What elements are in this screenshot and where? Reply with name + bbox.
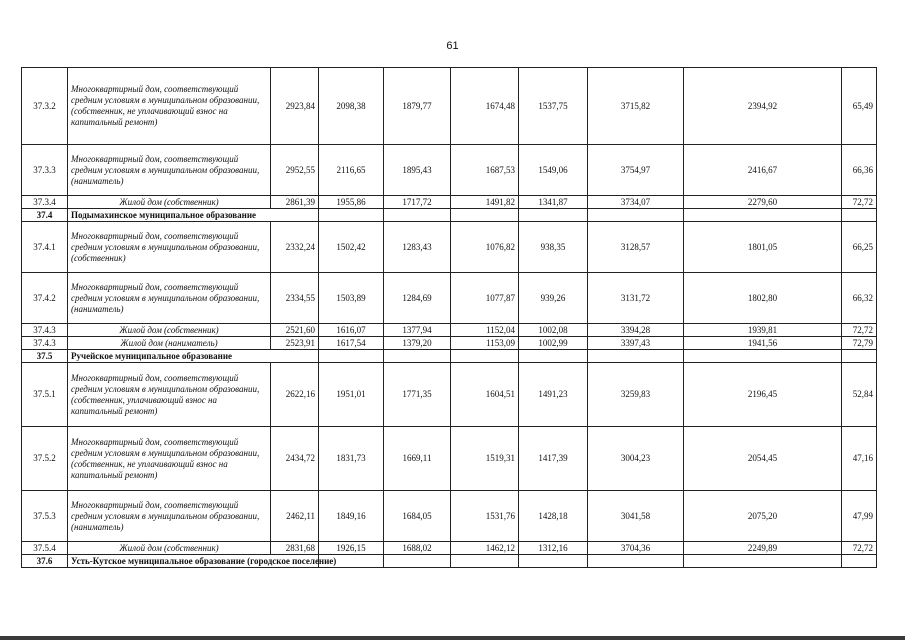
value-cell: 1417,39 (519, 427, 588, 491)
table-row (22, 145, 877, 196)
row-code: 37.3.4 (22, 196, 68, 209)
value-cell: 2952,55 (271, 145, 319, 196)
empty-cell (319, 350, 384, 363)
empty-cell (684, 555, 842, 568)
value-cell: 3259,83 (588, 363, 684, 427)
value-cell: 1687,53 (451, 145, 519, 196)
value-cell: 2098,38 (319, 68, 384, 145)
value-cell: 72,72 (842, 196, 877, 209)
section-row (22, 350, 877, 363)
value-cell: 3131,72 (588, 273, 684, 324)
value-cell: 938,35 (519, 222, 588, 273)
table-row (22, 427, 877, 491)
value-cell: 3754,97 (588, 145, 684, 196)
value-cell: 1717,72 (384, 196, 451, 209)
value-cell: 1153,09 (451, 337, 519, 350)
row-code: 37.4.1 (22, 222, 68, 273)
value-cell: 1379,20 (384, 337, 451, 350)
value-cell: 2054,45 (684, 427, 842, 491)
section-row (22, 555, 877, 568)
section-title: Ручейское муниципальное образование (68, 350, 319, 363)
empty-cell (588, 555, 684, 568)
page-number: 61 (446, 40, 459, 52)
table-row (22, 68, 877, 145)
value-cell: 1926,15 (319, 542, 384, 555)
value-cell: 2116,65 (319, 145, 384, 196)
value-cell: 1312,16 (519, 542, 588, 555)
value-cell: 1688,02 (384, 542, 451, 555)
value-cell: 2831,68 (271, 542, 319, 555)
value-cell: 2521,60 (271, 324, 319, 337)
value-cell: 66,25 (842, 222, 877, 273)
empty-cell (451, 555, 519, 568)
value-cell: 72,72 (842, 542, 877, 555)
section-code: 37.5 (22, 350, 68, 363)
value-cell: 2861,39 (271, 196, 319, 209)
value-cell: 1002,08 (519, 324, 588, 337)
value-cell: 1152,04 (451, 324, 519, 337)
section-row (22, 209, 877, 222)
value-cell: 1076,82 (451, 222, 519, 273)
row-description: Жилой дом (собственник) (68, 196, 271, 209)
value-cell: 1604,51 (451, 363, 519, 427)
empty-cell (519, 209, 588, 222)
row-code: 37.5.4 (22, 542, 68, 555)
empty-cell (519, 350, 588, 363)
empty-cell (842, 209, 877, 222)
section-title: Подымахинское муниципальное образование (68, 209, 319, 222)
value-cell: 3734,07 (588, 196, 684, 209)
value-cell: 2416,67 (684, 145, 842, 196)
value-cell: 1428,18 (519, 491, 588, 542)
table-row (22, 337, 877, 350)
row-description: Многоквартирный дом, соответствующий средним условиям в муниципальном образовании, (собственник, не уплачивающий взнос на капитальный ремонт) (68, 68, 271, 145)
value-cell: 1669,11 (384, 427, 451, 491)
value-cell: 3715,82 (588, 68, 684, 145)
table-row (22, 222, 877, 273)
row-code: 37.5.2 (22, 427, 68, 491)
row-description: Многоквартирный дом, соответствующий средним условиям в муниципальном образовании, (наниматель) (68, 491, 271, 542)
value-cell: 52,84 (842, 363, 877, 427)
empty-cell (684, 350, 842, 363)
row-code: 37.4.3 (22, 324, 68, 337)
table-body (22, 68, 877, 568)
row-description: Многоквартирный дом, соответствующий средним условиям в муниципальном образовании, (собственник) (68, 222, 271, 273)
value-cell: 1537,75 (519, 68, 588, 145)
value-cell: 3128,57 (588, 222, 684, 273)
value-cell: 2334,55 (271, 273, 319, 324)
table-row (22, 363, 877, 427)
value-cell: 72,72 (842, 324, 877, 337)
value-cell: 2923,84 (271, 68, 319, 145)
value-cell: 1462,12 (451, 542, 519, 555)
value-cell: 1801,05 (684, 222, 842, 273)
value-cell: 2196,45 (684, 363, 842, 427)
empty-cell (519, 555, 588, 568)
value-cell: 1491,82 (451, 196, 519, 209)
value-cell: 1831,73 (319, 427, 384, 491)
value-cell: 1077,87 (451, 273, 519, 324)
table-row (22, 542, 877, 555)
value-cell: 1503,89 (319, 273, 384, 324)
row-code: 37.5.3 (22, 491, 68, 542)
table-row (22, 196, 877, 209)
row-description: Жилой дом (собственник) (68, 542, 271, 555)
empty-cell (384, 209, 451, 222)
value-cell: 3394,28 (588, 324, 684, 337)
value-cell: 1802,80 (684, 273, 842, 324)
value-cell: 3704,36 (588, 542, 684, 555)
value-cell: 66,32 (842, 273, 877, 324)
tariff-table (21, 67, 877, 568)
value-cell: 1941,56 (684, 337, 842, 350)
row-code: 37.3.3 (22, 145, 68, 196)
value-cell: 1502,42 (319, 222, 384, 273)
empty-cell (451, 350, 519, 363)
value-cell: 1879,77 (384, 68, 451, 145)
row-description: Жилой дом (собственник) (68, 324, 271, 337)
empty-cell (842, 555, 877, 568)
value-cell: 1531,76 (451, 491, 519, 542)
value-cell: 1771,35 (384, 363, 451, 427)
table-row (22, 491, 877, 542)
section-code: 37.4 (22, 209, 68, 222)
value-cell: 2075,20 (684, 491, 842, 542)
value-cell: 1684,05 (384, 491, 451, 542)
value-cell: 1549,06 (519, 145, 588, 196)
value-cell: 2622,16 (271, 363, 319, 427)
row-description: Многоквартирный дом, соответствующий средним условиям в муниципальном образовании, (собственник, не уплачивающий взнос на капитальный ремонт) (68, 427, 271, 491)
table-row (22, 273, 877, 324)
empty-cell (384, 555, 451, 568)
row-description: Жилой дом (наниматель) (68, 337, 271, 350)
row-description: Многоквартирный дом, соответствующий средним условиям в муниципальном образовании, (собственник, уплачивающий взнос на капитальный ремонт) (68, 363, 271, 427)
value-cell: 2394,92 (684, 68, 842, 145)
value-cell: 66,36 (842, 145, 877, 196)
value-cell: 1939,81 (684, 324, 842, 337)
value-cell: 1895,43 (384, 145, 451, 196)
row-code: 37.4.3 (22, 337, 68, 350)
value-cell: 2434,72 (271, 427, 319, 491)
value-cell: 1616,07 (319, 324, 384, 337)
value-cell: 1002,99 (519, 337, 588, 350)
value-cell: 2332,24 (271, 222, 319, 273)
value-cell: 1377,94 (384, 324, 451, 337)
section-title: Усть-Кутское муниципальное образование (городское поселение) (68, 555, 319, 568)
empty-cell (384, 350, 451, 363)
value-cell: 3397,43 (588, 337, 684, 350)
value-cell: 3004,23 (588, 427, 684, 491)
row-code: 37.5.1 (22, 363, 68, 427)
value-cell: 1491,23 (519, 363, 588, 427)
row-code: 37.3.2 (22, 68, 68, 145)
value-cell: 1674,48 (451, 68, 519, 145)
section-code: 37.6 (22, 555, 68, 568)
empty-cell (451, 209, 519, 222)
scan-bottom-edge (0, 636, 905, 640)
value-cell: 65,49 (842, 68, 877, 145)
row-code: 37.4.2 (22, 273, 68, 324)
empty-cell (684, 209, 842, 222)
value-cell: 47,16 (842, 427, 877, 491)
value-cell: 939,26 (519, 273, 588, 324)
value-cell: 1284,69 (384, 273, 451, 324)
empty-cell (588, 350, 684, 363)
empty-cell (842, 350, 877, 363)
value-cell: 47,99 (842, 491, 877, 542)
empty-cell (319, 209, 384, 222)
row-description: Многоквартирный дом, соответствующий средним условиям в муниципальном образовании, (наниматель) (68, 145, 271, 196)
value-cell: 1341,87 (519, 196, 588, 209)
value-cell: 1849,16 (319, 491, 384, 542)
value-cell: 2279,60 (684, 196, 842, 209)
value-cell: 3041,58 (588, 491, 684, 542)
value-cell: 2523,91 (271, 337, 319, 350)
empty-cell (588, 209, 684, 222)
row-description: Многоквартирный дом, соответствующий средним условиям в муниципальном образовании, (наниматель) (68, 273, 271, 324)
table-row (22, 324, 877, 337)
value-cell: 72,79 (842, 337, 877, 350)
value-cell: 1951,01 (319, 363, 384, 427)
value-cell: 1955,86 (319, 196, 384, 209)
value-cell: 2462,11 (271, 491, 319, 542)
value-cell: 1519,31 (451, 427, 519, 491)
value-cell: 1617,54 (319, 337, 384, 350)
value-cell: 1283,43 (384, 222, 451, 273)
value-cell: 2249,89 (684, 542, 842, 555)
